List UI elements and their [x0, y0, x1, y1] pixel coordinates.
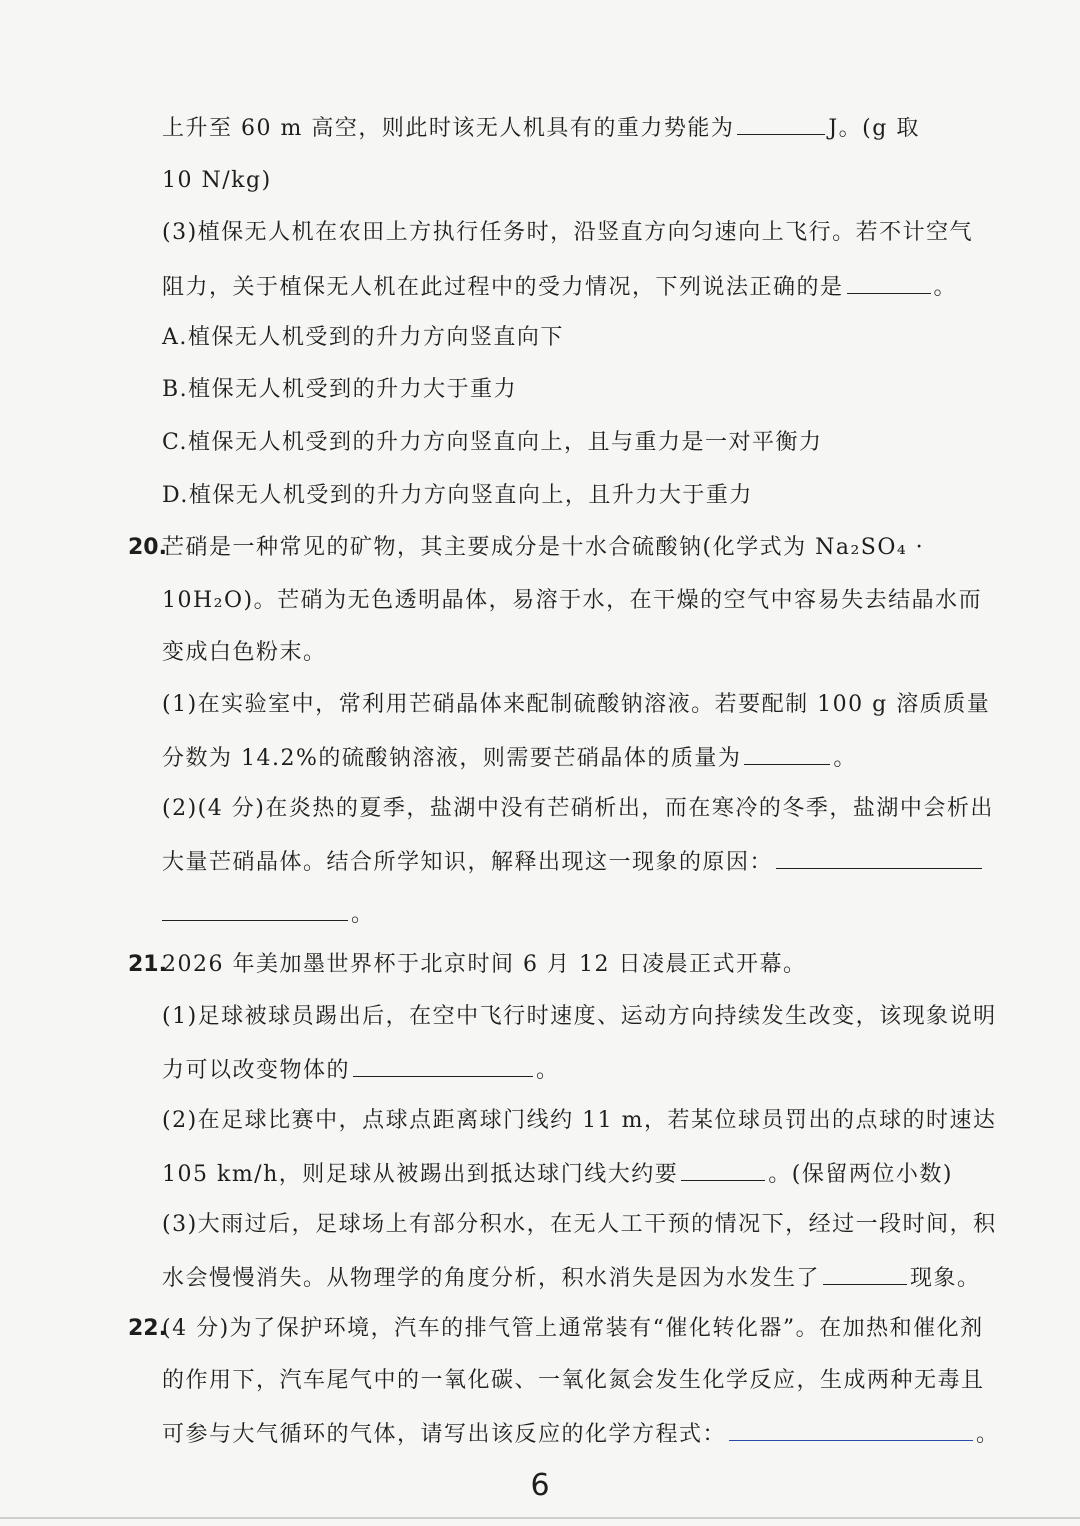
answer-blank[interactable] — [823, 1262, 907, 1285]
q20-line-3: 变成白色粉末。 — [162, 640, 327, 665]
text: 阻力，关于植保无人机在此过程中的受力情况，下列说法正确的是 — [162, 275, 844, 300]
text: 。(保留两位小数) — [768, 1162, 953, 1187]
q20-line-1: 芒硝是一种常见的矿物，其主要成分是十水合硫酸钠(化学式为 Na₂SO₄ · — [162, 535, 925, 560]
q20-1-line-1: (1)在实验室中，常利用芒硝晶体来配制硫酸钠溶液。若要配制 100 g 溶质质量 — [162, 692, 991, 717]
answer-blank[interactable] — [162, 898, 348, 921]
option-b: B.植保无人机受到的升力大于重力 — [162, 377, 518, 402]
q21-3-line-2 — [162, 1262, 981, 1294]
text: 。 — [351, 902, 375, 927]
q20-2-line-1: (2)(4 分)在炎热的夏季，盐湖中没有芒硝析出，而在寒冷的冬季，盐湖中会析出 — [162, 796, 994, 821]
text: 。 — [933, 275, 958, 300]
answer-blank[interactable] — [737, 112, 825, 135]
option-c: C.植保无人机受到的升力方向竖直向上，且与重力是一对平衡力 — [162, 430, 823, 455]
q21-2-line-2 — [162, 1158, 953, 1190]
question-number-22: 22. — [128, 1316, 167, 1341]
text: 105 km/h，则足球从被踢出到抵达球门线大约要 — [162, 1162, 679, 1187]
q21-line-1: 2026 年美加墨世界杯于北京时间 6 月 12 日凌晨正式开幕。 — [162, 952, 807, 977]
text: 可参与大气循环的气体，请写出该反应的化学方程式： — [162, 1422, 727, 1447]
text: 。 — [536, 1058, 560, 1083]
q21-1-line-1: (1)足球被球员踢出后，在空中飞行时速度、运动方向持续发生改变，该现象说明 — [162, 1004, 997, 1029]
answer-blank[interactable] — [744, 742, 830, 765]
q21-3-line-1: (3)大雨过后，足球场上有部分积水，在无人工干预的情况下，经过一段时间，积 — [162, 1212, 997, 1237]
option-d: D.植保无人机受到的升力方向竖直向上，且升力大于重力 — [162, 483, 753, 508]
text: J。(g 取 — [828, 116, 920, 141]
answer-blank[interactable] — [729, 1418, 973, 1441]
question-number-21: 21. — [128, 952, 167, 977]
text: 。 — [976, 1422, 1000, 1447]
q20-line-2: 10H₂O)。芒硝为无色透明晶体，易溶于水，在干燥的空气中容易失去结晶水而 — [162, 588, 983, 613]
q19-3-line-2 — [162, 271, 957, 303]
answer-blank[interactable] — [353, 1054, 533, 1077]
page-number: 6 — [530, 1468, 550, 1503]
q21-2-line-1: (2)在足球比赛中，点球点距离球门线约 11 m，若某位球员罚出的点球的时速达 — [162, 1108, 997, 1133]
q20-2-line-3 — [162, 898, 375, 930]
text: 水会慢慢消失。从物理学的角度分析，积水消失是因为水发生了 — [162, 1266, 821, 1291]
answer-blank[interactable] — [681, 1158, 765, 1181]
q20-2-line-2 — [162, 846, 985, 878]
q20-1-line-2 — [162, 742, 857, 774]
text: 。 — [833, 746, 857, 771]
q19-3-line-1: (3)植保无人机在农田上方执行任务时，沿竖直方向匀速向上飞行。若不计空气 — [162, 220, 974, 245]
text: 现象。 — [910, 1266, 981, 1291]
answer-blank[interactable] — [776, 846, 982, 869]
text: 力可以改变物体的 — [162, 1058, 351, 1083]
bottom-divider — [0, 1517, 1080, 1519]
q22-line-2: 的作用下，汽车尾气中的一氧化碳、一氧化氮会发生化学反应，生成两种无毒且 — [162, 1368, 985, 1393]
question-number-20: 20. — [128, 535, 167, 560]
q22-line-1: (4 分)为了保护环境，汽车的排气管上通常装有“催化转化器”。在加热和催化剂 — [162, 1316, 984, 1341]
q19-line-1 — [162, 112, 920, 144]
answer-blank[interactable] — [847, 271, 931, 294]
q22-line-3 — [162, 1418, 1000, 1450]
text: 大量芒硝晶体。结合所学知识，解释出现这一现象的原因： — [162, 850, 774, 875]
q19-line-2: 10 N/kg) — [162, 168, 272, 193]
text: 分数为 14.2%的硫酸钠溶液，则需要芒硝晶体的质量为 — [162, 746, 742, 771]
text: 上升至 60 m 高空，则此时该无人机具有的重力势能为 — [162, 116, 735, 141]
option-a: A.植保无人机受到的升力方向竖直向下 — [162, 325, 564, 350]
q21-1-line-2 — [162, 1054, 560, 1086]
